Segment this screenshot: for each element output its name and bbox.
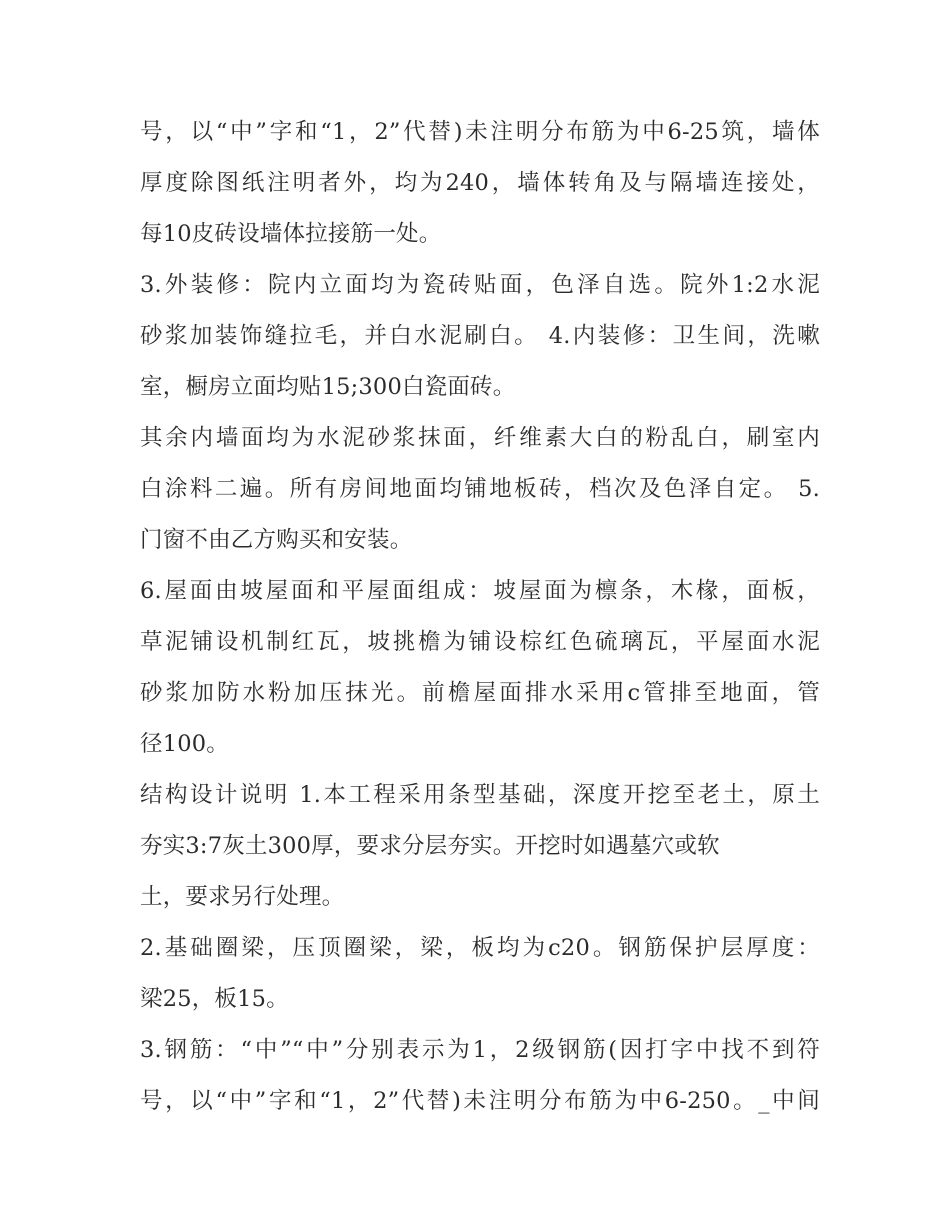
text-line: 6.屋面由坡屋面和平屋面组成：坡屋面为檩条，木椽，面板，: [140, 578, 820, 604]
text-line: 结构设计说明 1.本工程采用条型基础，深度开挖至老土，原土: [140, 782, 820, 808]
text-line: 草泥铺设机制红瓦，坡挑檐为铺设棕红色硫璃瓦，平屋面水泥: [140, 629, 820, 655]
text-line: 砂浆加防水粉加压抹光。前檐屋面排水采用c管排至地面，管: [140, 680, 820, 706]
text-line: 白涂料二遍。所有房间地面均铺地板砖，档次及色泽自定。 5.: [140, 476, 820, 502]
text-line: 夯实3:7灰土300厚，要求分层夯实。开挖时如遇墓穴或软: [140, 833, 720, 859]
text-line: 3.外装修：院内立面均为瓷砖贴面，色泽自选。院外1:2水泥: [140, 272, 820, 298]
text-line: 梁25，板15。: [140, 986, 289, 1012]
text-line: 室，橱房立面均贴15;300白瓷面砖。: [140, 374, 516, 400]
text-line: 号，以“中”字和“1，2”代替)未注明分布筋为中6-25筑，墙体: [140, 119, 820, 145]
text-line: 门窗不由乙方购买和安装。: [140, 527, 413, 553]
text-line: 土，要求另行处理。: [140, 884, 345, 910]
text-line: 3.钢筋：“中”“中”分别表示为1，2级钢筋(因打字中找不到符: [140, 1037, 820, 1063]
text-line: 径100。: [140, 731, 229, 757]
text-line: 每10皮砖设墙体拉接筋一处。: [140, 221, 442, 247]
text-line: 厚度除图纸注明者外，均为240，墙体转角及与隔墙连接处，: [140, 170, 820, 196]
text-line: 号，以“中”字和“1，2”代替)未注明分布筋为中6-250。_中间: [140, 1088, 820, 1114]
document-body: [140, 107, 820, 1127]
text-line: 砂浆加装饰缝拉毛，并白水泥刷白。 4.内装修：卫生间，洗嗽: [140, 323, 820, 349]
text-line: 其余内墙面均为水泥砂浆抹面，纤维素大白的粉乱白，刷室内: [140, 425, 820, 451]
text-line: 2.基础圈梁，压顶圈梁，梁，板均为c20。钢筋保护层厚度：: [140, 935, 820, 961]
